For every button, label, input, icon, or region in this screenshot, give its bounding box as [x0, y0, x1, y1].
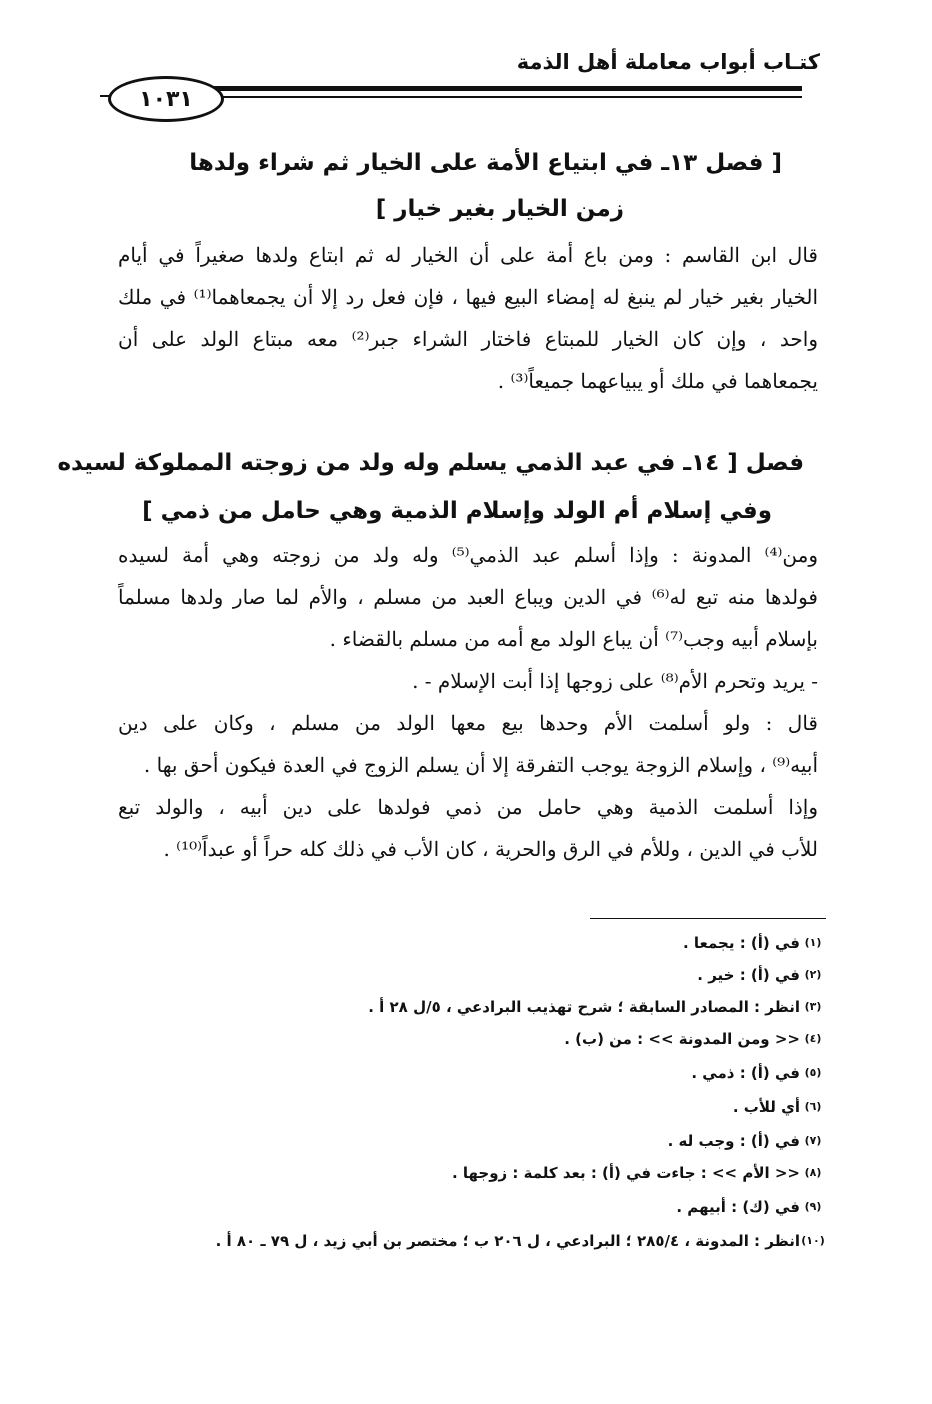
- section13-paragraph-line: الخيار بغير خيار لم ينبغ له إمضاء البيع فيها ، فإن فعل رد إلا أن يجمعاهما⁽¹⁾ في ملك: [118, 285, 818, 309]
- section13-paragraph-line: قال ابن القاسم : ومن باع أمة على أن الخيار له ثم ابتاع ولدها صغيراً في أيام: [118, 243, 818, 267]
- header-rule-thin: [205, 96, 802, 98]
- footnote: [668, 1130, 826, 1152]
- footnote-text: في (أ) : وجب له .: [667, 1132, 800, 1150]
- section14-paragraph-line: ومن⁽⁴⁾ المدونة : وإذا أسلم عبد الذمي⁽⁵⁾ وله ولد من زوجته وهي أمة لسيده: [118, 543, 818, 567]
- footnote-marker: (٨): [804, 1166, 822, 1179]
- footnote-marker: (٦): [804, 1100, 822, 1113]
- footnote: [564, 1028, 826, 1050]
- footnote-marker: (٥): [804, 1066, 822, 1079]
- section13-heading-line2: زمن الخيار بغير خيار ]: [375, 196, 624, 222]
- page-number-text: ١٠٣١: [139, 86, 193, 112]
- footnote-text: أي للأب .: [732, 1098, 800, 1116]
- section13-paragraph-line: واحد ، وإن كان الخيار للمبتاع فاختار الشراء جبر⁽²⁾ معه مبتاع الولد على أن: [118, 327, 818, 351]
- footnote-text: انظر : المدونة ، ٢٨٥/٤ ؛ البرادعي ، ل ٢٠٦ ب ؛ مختصر بن أبي زيد ، ل ٧٩ ـ ٨٠ أ .: [215, 1232, 800, 1250]
- footnote: [368, 996, 826, 1018]
- section13-heading-line1: [ فصل ١٣ـ في ابتياع الأمة على الخيار ثم شراء ولدها: [189, 150, 782, 176]
- section14-heading-line1: فصل [ ١٤ـ في عبد الذمي يسلم وله ولد من زوجته المملوكة لسيده: [57, 450, 804, 476]
- section14-paragraph-line: أبيه⁽⁹⁾ ، وإسلام الزوجة يوجب التفرقة إلا أن يسلم الزوج في العدة فيكون أحق بها .: [143, 753, 818, 777]
- section14-paragraph-line: فولدها منه تبع له⁽⁶⁾ في الدين ويباع العبد من مسلم ، والأم لما صار ولدها مسلماً: [118, 585, 818, 609]
- section14-paragraph-line: قال : ولو أسلمت الأم وحدها بيع معها الولد من مسلم ، وكان على دين: [118, 711, 818, 735]
- running-title: كتـاب أبواب معاملة أهل الذمة: [516, 50, 820, 74]
- footnote: [697, 964, 826, 986]
- section14-paragraph-line: - يريد وتحرم الأم⁽⁸⁾ على زوجها إذا أبت الإسلام - .: [412, 669, 818, 693]
- footnote-marker: (٧): [804, 1134, 822, 1147]
- footnote-text: في (ك) : أبيهم .: [676, 1198, 800, 1216]
- footnote-text: انظر : المصادر السابقة ؛ شرح تهذيب البرادعي ، ٥/ل ٢٨ أ .: [368, 998, 800, 1016]
- footnote-text: في (أ) : يجمعا .: [682, 934, 800, 952]
- footnote-marker: (٣): [804, 1000, 822, 1013]
- section14-paragraph-line: للأب في الدين ، وللأم في الرق والحرية ، كان الأب في ذلك كله حراً أو عبداً⁽¹⁰⁾ .: [163, 837, 818, 861]
- footnote-marker: (٢): [804, 968, 822, 981]
- section14-paragraph-line: بإسلام أبيه وجب⁽⁷⁾ أن يباع الولد مع أمه من مسلم بالقضاء .: [329, 627, 818, 651]
- footnote-text: في (أ) : ذمي .: [691, 1064, 800, 1082]
- footnote: [452, 1162, 826, 1184]
- footnote-text: << الأم >> : جاءت في (أ) : بعد كلمة : زوجها .: [451, 1164, 800, 1182]
- footnote: [676, 1196, 826, 1218]
- footnote-marker: (٤): [804, 1032, 822, 1045]
- footnote: [683, 932, 826, 954]
- section14-heading-line2: وفي إسلام أم الولد وإسلام الذمية وهي حامل من ذمي ]: [142, 498, 772, 524]
- footnote-marker: (٩): [804, 1200, 822, 1213]
- footnote-marker: (١): [804, 936, 822, 949]
- footnote-text: << ومن المدونة >> : من (ب) .: [564, 1030, 800, 1048]
- footnote-marker: (١٠): [801, 1234, 825, 1247]
- footnote: [733, 1096, 826, 1118]
- footnote-text: في (أ) : خير .: [697, 966, 800, 984]
- header-rule: [205, 86, 802, 91]
- footnote: [216, 1230, 826, 1252]
- section14-paragraph-line: وإذا أسلمت الذمية وهي حامل من ذمي فولدها على دين أبيه ، والولد تبع: [118, 795, 818, 819]
- section13-paragraph-line: يجمعاهما في ملك أو يبياعهما جميعاً⁽³⁾ .: [497, 369, 818, 393]
- footnote-separator: [590, 918, 826, 919]
- footnote: [691, 1062, 826, 1084]
- page-number: [108, 76, 224, 122]
